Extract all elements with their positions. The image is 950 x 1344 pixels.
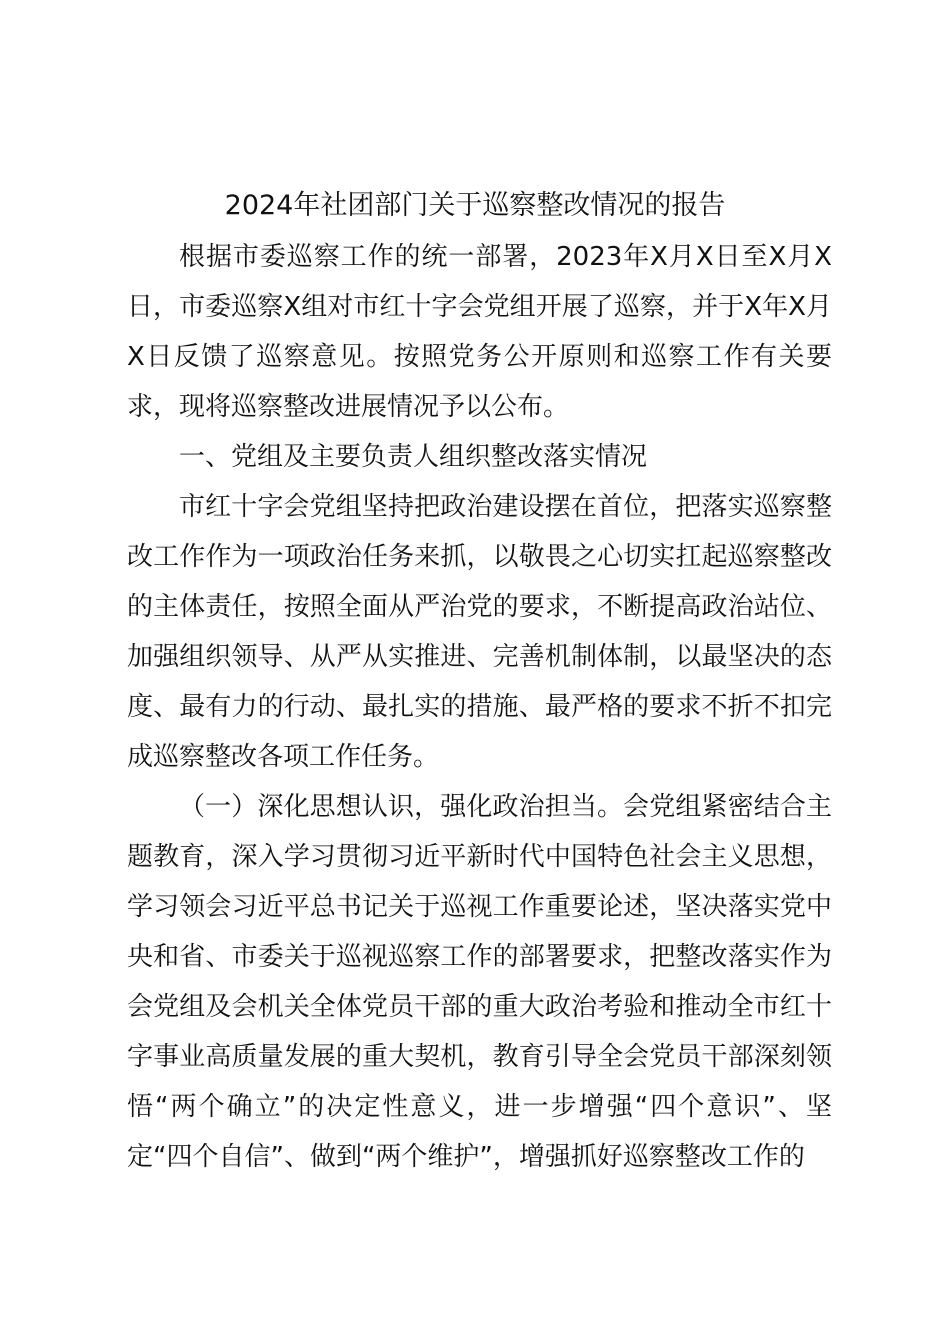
subsection-paragraph: （一）深化思想认识，强化政治担当。会党组紧密结合主题教育，深入学习贯彻习近平新时代中国特色社会主义思想，学习领会习近平总书记关于巡视工作重要论述，坚决落实党中央和省、市委关于巡视巡察工作的部署要求，把整改落实作为会党组及会机关全体党员干部的重大政治考验和推动全市红十字事业高质量发展的重大契机，教育引导全会党员干部深刻领悟“两个确立”的决定性意义，进一步增强“四个意识”、坚定“四个自信”、做到“两个维护”，增强抓好巡察整改工作的 [127, 792, 832, 1172]
document-title: 2024年社团部门关于巡察整改情况的报告 [224, 190, 726, 221]
section-heading: 一、党组及主要负责人组织整改落实情况 [179, 442, 648, 472]
document-body [127, 232, 832, 1182]
section-paragraph: 市红十字会党组坚持把政治建设摆在首位，把落实巡察整改工作作为一项政治任务来抓，以敬畏之心切实扛起巡察整改的主体责任，按照全面从严治党的要求，不断提高政治站位、加强组织领导、从严从实推进、完善机制体制，以最坚决的态度、最有力的行动、最扎实的措施、最严格的要求不折不扣完成巡察整改各项工作任务。 [127, 492, 832, 772]
intro-paragraph: 根据市委巡察工作的统一部署，2023年X月X日至X月X日，市委巡察X组对市红十字会党组开展了巡察，并于X年X月X日反馈了巡察意见。按照党务公开原则和巡察工作有关要求，现将巡察整改进展情况予以公布。 [127, 242, 832, 422]
